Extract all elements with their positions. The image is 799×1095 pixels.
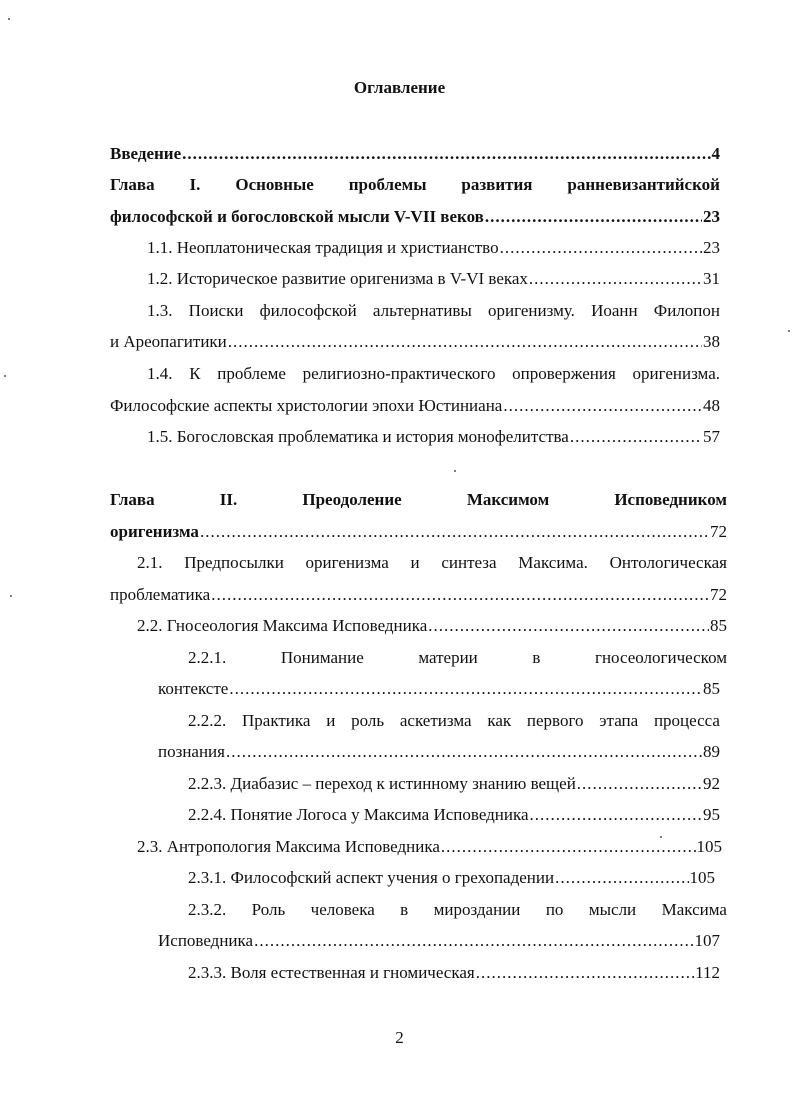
- toc-page: 89: [703, 742, 720, 761]
- toc-section-2-3-2-heading[interactable]: [188, 898, 727, 922]
- toc-label: 1.1. Неоплатоническая традиция и христианство: [147, 238, 499, 257]
- toc-label: 2.2.3. Диабазис – переход к истинному знанию вещей: [188, 774, 576, 793]
- toc-label: 2.2.4. Понятие Логоса у Максима Исповедника: [188, 805, 529, 824]
- toc-word: 2.2.1.: [188, 648, 227, 667]
- toc-word: оригенизму.: [488, 301, 575, 320]
- toc-word: ранневизантийской: [567, 175, 720, 194]
- toc-section-2-3-1[interactable]: [188, 866, 715, 890]
- toc-word: по: [545, 900, 564, 919]
- toc-section-2-3-3[interactable]: [188, 961, 720, 985]
- toc-leader: [211, 583, 709, 607]
- toc-label: 2.2. Гносеология Максима Исповедника: [137, 616, 428, 635]
- toc-leader: [200, 520, 709, 544]
- toc-page: 105: [696, 837, 722, 856]
- toc-page: 105: [689, 868, 715, 887]
- toc-word: I.: [189, 175, 201, 194]
- toc-leader: [503, 394, 702, 418]
- toc-section-2-1-heading[interactable]: [137, 551, 727, 575]
- toc-word: Роль: [251, 900, 286, 919]
- toc-leader: [229, 677, 702, 701]
- toc-word: процесса: [653, 711, 720, 730]
- toc-word: человека: [310, 900, 375, 919]
- page-title: Оглавление: [353, 78, 446, 97]
- scan-speck: [4, 375, 6, 377]
- toc-word: Основные: [235, 175, 314, 194]
- toc-word: Глава: [110, 490, 155, 509]
- scan-speck: [788, 330, 790, 332]
- scan-speck: [660, 836, 662, 838]
- toc-section-1-4-heading[interactable]: [147, 362, 720, 386]
- toc-label: 2.3.1. Философский аспект учения о грехопадении: [188, 868, 555, 887]
- toc-chapter-2-heading[interactable]: [110, 488, 727, 512]
- toc-section-2-2-2[interactable]: [158, 740, 720, 764]
- toc-section-2-2-3[interactable]: [188, 772, 720, 796]
- toc-word: мироздании: [433, 900, 521, 919]
- toc-word: Исповедником: [614, 490, 727, 509]
- toc-leader: [570, 425, 702, 449]
- toc-leader: [485, 205, 702, 229]
- toc-word: Максима.: [518, 553, 588, 572]
- toc-label: 1.5. Богословская проблематика и история монофелитства: [147, 427, 569, 446]
- toc-leader: [530, 803, 702, 827]
- toc-chapter-2[interactable]: [110, 520, 727, 544]
- toc-word: развития: [461, 175, 533, 194]
- toc-section-1-3[interactable]: [110, 330, 720, 354]
- toc-section-2-2-4[interactable]: [188, 803, 720, 827]
- toc-leader: [577, 772, 702, 796]
- toc-leader: [428, 614, 709, 638]
- toc-leader: [529, 267, 702, 291]
- scan-speck: [10, 595, 12, 597]
- toc-word: и: [326, 711, 336, 730]
- toc-section-2-2-1-heading[interactable]: [188, 646, 727, 670]
- toc-word: материи: [418, 648, 478, 667]
- toc-word: Максима: [661, 900, 727, 919]
- toc-word: в: [400, 900, 409, 919]
- toc-word: 2.1.: [137, 553, 163, 572]
- toc-page: 112: [695, 963, 720, 982]
- toc-section-2-3-2[interactable]: [158, 929, 720, 953]
- toc-label: Введение: [110, 144, 182, 163]
- toc-leader: [555, 866, 688, 890]
- toc-label: 1.2. Историческое развитие оригенизма в V-VI веках: [147, 269, 528, 288]
- toc-page: 95: [703, 805, 720, 824]
- toc-page: 23: [703, 238, 720, 257]
- toc-word: первого: [526, 711, 584, 730]
- toc-word: этапа: [599, 711, 639, 730]
- toc-page: 85: [710, 616, 727, 635]
- toc-word: Поиски: [188, 301, 244, 320]
- toc-page: 23: [703, 207, 720, 226]
- scan-speck: [454, 470, 456, 472]
- toc-section-1-4[interactable]: [110, 394, 720, 418]
- toc-word: альтернативы: [372, 301, 472, 320]
- toc-word: Глава: [110, 175, 155, 194]
- toc-word: мысли: [588, 900, 637, 919]
- toc-label: 2.3. Антропология Максима Исповедника: [137, 837, 440, 856]
- toc-word: 2.2.2.: [188, 711, 227, 730]
- toc-page: 57: [703, 427, 720, 446]
- toc-word: и: [410, 553, 420, 572]
- toc-page: 4: [711, 144, 720, 163]
- toc-label: познания: [158, 742, 225, 761]
- toc-label: Исповедника: [158, 931, 254, 950]
- toc-word: Преодоление: [302, 490, 402, 509]
- toc-word: Предпосылки: [184, 553, 284, 572]
- toc-label: контексте: [158, 679, 229, 698]
- toc-page: 38: [703, 332, 720, 351]
- page-number: 2: [395, 1028, 404, 1047]
- toc-word: Практика: [242, 711, 311, 730]
- toc-section-2-3[interactable]: [137, 835, 722, 859]
- toc-chapter-1-heading[interactable]: [110, 173, 720, 197]
- toc-word: проблемы: [348, 175, 427, 194]
- toc-word: Максимом: [466, 490, 550, 509]
- toc-page: 107: [694, 931, 720, 950]
- toc-word: опровержения: [512, 364, 616, 383]
- toc-word: 1.4.: [147, 364, 173, 383]
- toc-word: Понимание: [280, 648, 364, 667]
- toc-word: аскетизма: [399, 711, 472, 730]
- toc-word: оригенизма: [305, 553, 389, 572]
- toc-word: как: [487, 711, 512, 730]
- toc-section-2-1[interactable]: [110, 583, 727, 607]
- toc-section-1-5[interactable]: [147, 425, 720, 449]
- toc-label: оригенизма: [110, 522, 199, 541]
- toc-section-1-1[interactable]: [147, 236, 720, 260]
- toc-word: 2.3.2.: [188, 900, 227, 919]
- toc-label: философской и богословской мысли V-VII веков: [110, 207, 484, 226]
- toc-entry-intro[interactable]: [110, 142, 720, 166]
- toc-word: Онтологическая: [609, 553, 727, 572]
- toc-section-2-2-1[interactable]: [158, 677, 720, 701]
- toc-page: 72: [710, 585, 727, 604]
- toc-word: II.: [219, 490, 238, 509]
- toc-label: 2.3.3. Воля естественная и гномическая: [188, 963, 475, 982]
- toc-word: роль: [351, 711, 385, 730]
- toc-section-2-2[interactable]: [137, 614, 727, 638]
- toc-section-1-3-heading[interactable]: [147, 299, 720, 323]
- toc-page: 48: [703, 396, 720, 415]
- toc-word: гносеологическом: [594, 648, 727, 667]
- toc-leader: [476, 961, 694, 985]
- toc-word: Иоанн: [591, 301, 638, 320]
- toc-label: проблематика: [110, 585, 211, 604]
- toc-word: религиозно-практического: [302, 364, 496, 383]
- toc-leader: [254, 929, 693, 953]
- toc-leader: [441, 835, 696, 859]
- toc-section-1-2[interactable]: [147, 267, 720, 291]
- toc-word: К: [189, 364, 201, 383]
- toc-chapter-1[interactable]: [110, 205, 720, 229]
- toc-label: и Ареопагитики: [110, 332, 227, 351]
- toc-page: 92: [703, 774, 720, 793]
- toc-section-2-2-2-heading[interactable]: [188, 709, 720, 733]
- toc-page: 72: [710, 522, 727, 541]
- toc-word: оригенизма.: [632, 364, 720, 383]
- toc-word: 1.3.: [147, 301, 173, 320]
- toc-word: философской: [259, 301, 357, 320]
- toc-leader: [500, 236, 702, 260]
- toc-page: 31: [703, 269, 720, 288]
- toc-page: 85: [703, 679, 720, 698]
- toc-leader: [182, 142, 710, 166]
- toc-leader: [228, 330, 702, 354]
- toc-label: Философские аспекты христологии эпохи Юстиниана: [110, 396, 503, 415]
- scan-speck: [8, 18, 10, 20]
- toc-word: в: [532, 648, 541, 667]
- toc-word: проблеме: [217, 364, 286, 383]
- toc-leader: [226, 740, 702, 764]
- toc-word: синтеза: [441, 553, 497, 572]
- toc-word: Филопон: [653, 301, 720, 320]
